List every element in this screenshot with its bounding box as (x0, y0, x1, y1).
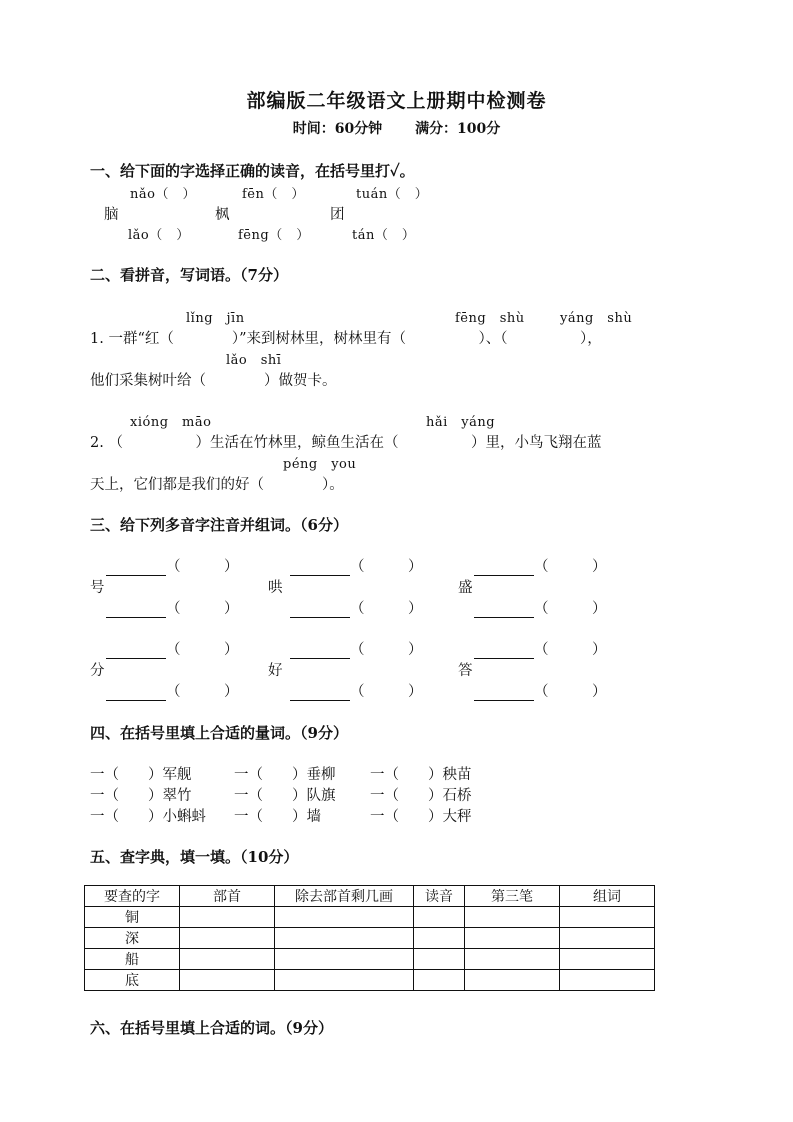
answer-cell[interactable] (180, 970, 275, 991)
option-pinyin: tán（ ） (352, 228, 416, 243)
pinyin-prompt: fēng shù (455, 311, 525, 326)
full-score: 满分：100分 (415, 121, 501, 137)
option-pinyin: nǎo（ ） (130, 187, 196, 202)
measure-word-item: 一（ ）秧苗 (370, 767, 472, 783)
question-char: 枫 (215, 207, 230, 223)
lookup-char: 底 (85, 970, 180, 991)
answer-cell[interactable] (180, 949, 275, 970)
answer-line: （ ） (474, 638, 607, 659)
polyphone-char: 答 (458, 663, 473, 679)
answer-line: （ ） (106, 597, 239, 618)
answer-cell[interactable] (560, 928, 655, 949)
section-3-heading: 三、给下列多音字注音并组词。（6分） (90, 516, 348, 534)
answer-line: （ ） (290, 555, 423, 576)
polyphone-char: 盛 (458, 580, 473, 596)
column-header: 读音 (414, 886, 465, 907)
answer-cell[interactable] (414, 928, 465, 949)
option-pinyin: fēn（ ） (242, 187, 305, 202)
question-char: 团 (330, 207, 345, 223)
section-1-heading: 一、给下面的字选择正确的读音，在括号里打✓。 (90, 162, 415, 180)
answer-line: （ ） (106, 680, 239, 701)
option-pinyin: tuán（ ） (356, 187, 429, 202)
answer-cell[interactable] (560, 970, 655, 991)
answer-line: （ ） (290, 680, 423, 701)
section-4-heading: 四、在括号里填上合适的量词。（9分） (90, 724, 348, 742)
pinyin-prompt: yáng shù (560, 311, 633, 326)
answer-cell[interactable] (275, 949, 414, 970)
polyphone-char: 哄 (268, 580, 283, 596)
pinyin-prompt: lǎo shī (226, 353, 282, 368)
answer-cell[interactable] (275, 907, 414, 928)
column-header: 要查的字 (85, 886, 180, 907)
option-pinyin: fēng（ ） (238, 228, 310, 243)
answer-line: （ ） (106, 555, 239, 576)
measure-word-item: 一（ ）队旗 (234, 788, 336, 804)
answer-cell[interactable] (180, 928, 275, 949)
lookup-char: 深 (85, 928, 180, 949)
answer-cell[interactable] (560, 907, 655, 928)
answer-cell[interactable] (560, 949, 655, 970)
measure-word-item: 一（ ）墙 (234, 809, 321, 825)
column-header: 除去部首剩几画 (275, 886, 414, 907)
answer-cell[interactable] (465, 970, 560, 991)
question-line: 天上，它们都是我们的好（ ）。 (90, 477, 344, 493)
pinyin-prompt: hǎi yáng (426, 415, 496, 430)
measure-word-item: 一（ ）石桥 (370, 788, 472, 804)
column-header: 组词 (560, 886, 655, 907)
table-row (85, 949, 655, 970)
answer-line: （ ） (474, 555, 607, 576)
answer-cell[interactable] (465, 907, 560, 928)
section-6-heading: 六、在括号里填上合适的词。（9分） (90, 1019, 333, 1037)
table-row (85, 907, 655, 928)
pinyin-prompt: péng you (283, 457, 357, 472)
answer-line: （ ） (106, 638, 239, 659)
lookup-char: 船 (85, 949, 180, 970)
lookup-char: 铜 (85, 907, 180, 928)
column-header: 部首 (180, 886, 275, 907)
question-line: 2. （ ）生活在竹林里，鲸鱼生活在（ ）里，小鸟飞翔在蓝 (90, 435, 602, 451)
polyphone-char: 分 (90, 663, 105, 679)
table-row (85, 928, 655, 949)
section-5-heading: 五、查字典，填一填。（10分） (90, 848, 299, 866)
time-limit: 时间：60分钟 (292, 121, 383, 137)
answer-cell[interactable] (180, 907, 275, 928)
answer-line: （ ） (290, 597, 423, 618)
table-header-row (85, 886, 655, 907)
answer-cell[interactable] (414, 907, 465, 928)
pinyin-prompt: xióng māo (130, 415, 212, 430)
page-title: 部编版二年级语文上册期中检测卷 (246, 90, 547, 112)
measure-word-item: 一（ ）军舰 (90, 767, 192, 783)
answer-cell[interactable] (414, 970, 465, 991)
polyphone-char: 号 (90, 580, 105, 596)
section-2-heading: 二、看拼音，写词语。（7分） (90, 266, 288, 284)
answer-cell[interactable] (465, 928, 560, 949)
answer-cell[interactable] (465, 949, 560, 970)
question-line: 1. 一群“红（ ）”来到树林里，树林里有（ ）、（ ）， (90, 331, 602, 347)
option-pinyin: lǎo（ ） (128, 228, 190, 243)
answer-cell[interactable] (275, 928, 414, 949)
dictionary-table (84, 885, 655, 991)
answer-line: （ ） (474, 680, 607, 701)
measure-word-item: 一（ ）翠竹 (90, 788, 192, 804)
measure-word-item: 一（ ）小蝌蚪 (90, 809, 206, 825)
answer-cell[interactable] (414, 949, 465, 970)
question-char: 脑 (104, 207, 119, 223)
table-row (85, 970, 655, 991)
pinyin-prompt: lǐng jīn (186, 311, 245, 326)
answer-cell[interactable] (275, 970, 414, 991)
column-header: 第三笔 (465, 886, 560, 907)
answer-line: （ ） (474, 597, 607, 618)
question-line: 他们采集树叶给（ ）做贺卡。 (90, 373, 337, 389)
measure-word-item: 一（ ）垂柳 (234, 767, 336, 783)
measure-word-item: 一（ ）大秤 (370, 809, 472, 825)
exam-info (0, 118, 793, 138)
answer-line: （ ） (290, 638, 423, 659)
polyphone-char: 好 (268, 663, 283, 679)
